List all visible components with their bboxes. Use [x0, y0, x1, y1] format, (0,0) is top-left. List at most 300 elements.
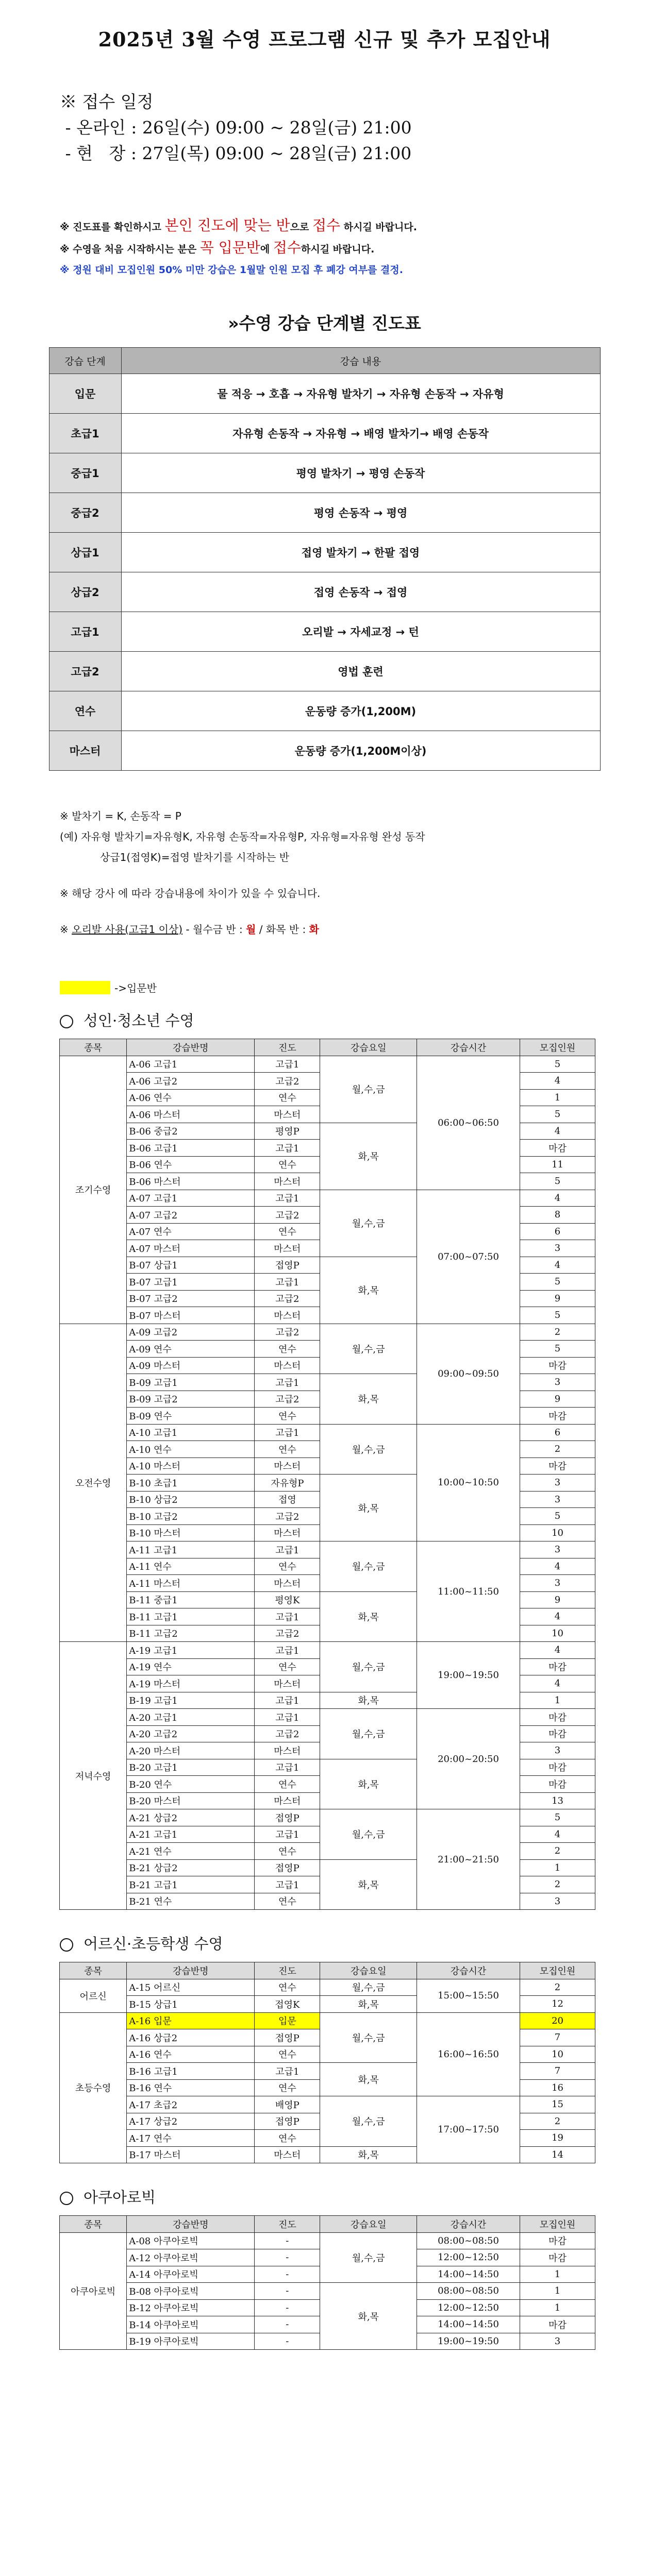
cell-days: 화,목	[320, 2283, 417, 2350]
cell-level: 고급2	[255, 1207, 320, 1224]
cell-level: 마스터	[255, 1357, 320, 1374]
cell-level: 고급1	[255, 1424, 320, 1441]
cell-capacity: 3	[520, 1475, 595, 1492]
cell-capacity: 2	[520, 1441, 595, 1458]
cell-capacity: 4	[520, 1675, 595, 1692]
cell-capacity: 마감	[520, 2249, 595, 2266]
cell-capacity: 마감	[520, 1408, 595, 1425]
cell-capacity: 1	[520, 2299, 595, 2316]
class-table-header	[60, 1039, 595, 1056]
stage-level: 입문	[49, 374, 121, 414]
cell-time: 20:00~20:50	[417, 1709, 520, 1809]
cell-days: 월,수,금	[320, 1056, 417, 1123]
header-cell: 강습반명	[127, 1039, 255, 1056]
stage-level: 고급2	[49, 652, 121, 691]
cell-class-name: A-21 연수	[127, 1843, 255, 1860]
stage-content: 운동량 증가(1,200M이상)	[121, 731, 600, 771]
cell-capacity: 7	[520, 2063, 595, 2080]
schedule-online: - 온라인 : 26일(수) 09:00 ~ 28일(금) 21:00	[60, 117, 412, 138]
cell-days: 화,목	[320, 2146, 417, 2163]
class-table-header	[60, 2216, 595, 2233]
cell-time: 21:00~21:50	[417, 1809, 520, 1910]
stage-table-header	[49, 348, 600, 374]
cell-days: 화,목	[320, 1374, 417, 1425]
cell-capacity: 4	[520, 1257, 595, 1274]
cell-days: 화,목	[320, 1123, 417, 1190]
cell-level: 연수	[255, 1156, 320, 1173]
cell-capacity: 3	[520, 1541, 595, 1558]
cell-capacity: 15	[520, 2096, 595, 2113]
cell-days: 월,수,금	[320, 1541, 417, 1592]
cell-capacity: 20	[520, 2012, 595, 2029]
header-cell: 종목	[60, 1039, 127, 1056]
cell-level: 고급1	[255, 1608, 320, 1625]
cell-level: -	[255, 2232, 320, 2249]
cell-days: 월,수,금	[320, 1642, 417, 1692]
cell-time: 14:00~14:50	[417, 2316, 520, 2333]
cell-class-name: A-09 연수	[127, 1341, 255, 1358]
cell-class-name: A-11 마스터	[127, 1575, 255, 1592]
cell-time: 08:00~08:50	[417, 2283, 520, 2300]
cell-capacity: 3	[520, 1240, 595, 1257]
cell-capacity: 1	[520, 2266, 595, 2283]
cell-time: 09:00~09:50	[417, 1324, 520, 1424]
cell-level: 마스터	[255, 1524, 320, 1541]
circle-icon	[60, 1015, 73, 1028]
cell-class-name: A-19 마스터	[127, 1675, 255, 1692]
header-cell: 강습시간	[417, 1962, 520, 1979]
header-cell: 모집인원	[520, 1039, 595, 1056]
cell-capacity: 3	[520, 2333, 595, 2350]
class-row	[60, 1979, 595, 1996]
class-table	[59, 2215, 595, 2350]
stage-level: 고급1	[49, 612, 121, 652]
cell-class-name: B-20 연수	[127, 1776, 255, 1793]
class-schedules	[0, 1009, 649, 2350]
group-title	[60, 1009, 649, 1030]
cell-level: 고급2	[255, 1725, 320, 1742]
stage-level: 중급2	[49, 493, 121, 533]
cell-time: 12:00~12:50	[417, 2299, 520, 2316]
cell-capacity: 1	[520, 1089, 595, 1106]
cell-class-name: B-10 마스터	[127, 1524, 255, 1541]
cell-level: 평영K	[255, 1591, 320, 1608]
stage-level: 중급1	[49, 453, 121, 493]
cell-time: 19:00~19:50	[417, 1642, 520, 1709]
cell-class-name: A-06 마스터	[127, 1106, 255, 1123]
cell-class-name: A-19 고급1	[127, 1642, 255, 1659]
cell-level: 연수	[255, 2046, 320, 2063]
cell-capacity: 14	[520, 2146, 595, 2163]
cell-capacity: 마감	[520, 1709, 595, 1726]
group-title-text: 성인·청소년 수영	[84, 1012, 194, 1029]
cell-class-name: A-15 어르신	[127, 1979, 255, 1996]
cell-level: 마스터	[255, 1240, 320, 1257]
cell-class-name: A-17 상급2	[127, 2113, 255, 2130]
cell-class-name: B-07 상급1	[127, 1257, 255, 1274]
cell-capacity: 12	[520, 1996, 595, 2013]
cell-capacity: 5	[520, 1056, 595, 1073]
cell-level: 고급1	[255, 1709, 320, 1726]
header-cell: 강습요일	[320, 2216, 417, 2233]
header-cell: 강습시간	[417, 1039, 520, 1056]
cell-level: 연수	[255, 2079, 320, 2096]
stage-header-cell: 강습 단계	[49, 348, 121, 374]
cell-capacity: 1	[520, 1692, 595, 1709]
cell-days: 화,목	[320, 1759, 417, 1809]
cell-capacity: 10	[520, 2046, 595, 2063]
stage-level: 초급1	[49, 414, 121, 453]
cell-class-name: B-20 마스터	[127, 1792, 255, 1809]
stage-row	[49, 374, 600, 414]
cell-class-name: A-20 고급1	[127, 1709, 255, 1726]
cell-capacity: 4	[520, 1558, 595, 1575]
stage-table-title: »수영 강습 단계별 진도표	[228, 313, 421, 333]
cell-class-name: A-06 고급1	[127, 1056, 255, 1073]
cell-time: 17:00~17:50	[417, 2096, 520, 2163]
cell-level: 연수	[255, 1408, 320, 1425]
cell-class-name: A-06 연수	[127, 1089, 255, 1106]
cell-level: 연수	[255, 1776, 320, 1793]
notice-beginner: ※ 수영을 처음 시작하시는 분은 꼭 입문반에 접수하시길 바랍니다.	[60, 239, 375, 256]
cell-days: 월,수,금	[320, 1190, 417, 1257]
stage-level: 마스터	[49, 731, 121, 771]
cell-class-name: A-19 연수	[127, 1658, 255, 1675]
header-cell: 모집인원	[520, 2216, 595, 2233]
cell-class-name: B-06 고급1	[127, 1140, 255, 1157]
cell-capacity: 2	[520, 2113, 595, 2130]
cell-capacity: 11	[520, 1156, 595, 1173]
cell-days: 월,수,금	[320, 1424, 417, 1475]
cell-class-name: B-07 고급1	[127, 1274, 255, 1291]
cell-capacity: 마감	[520, 1725, 595, 1742]
class-row	[60, 1709, 595, 1726]
class-row	[60, 2232, 595, 2249]
cell-class-name: A-17 연수	[127, 2130, 255, 2147]
cell-level: 연수	[255, 1341, 320, 1358]
cell-days: 화,목	[320, 1475, 417, 1541]
cell-capacity: 6	[520, 1223, 595, 1240]
stage-content: 영법 훈련	[121, 652, 600, 691]
class-table	[59, 1039, 595, 1910]
cell-capacity: 1	[520, 1859, 595, 1876]
cell-level: -	[255, 2299, 320, 2316]
cell-level: 연수	[255, 1089, 320, 1106]
cell-level: -	[255, 2316, 320, 2333]
footnote-fins: ※ 오리발 사용(고급1 이상) - 월수금 반 : 월 / 화목 반 : 화	[60, 923, 319, 936]
cell-days: 화,목	[320, 2063, 417, 2096]
class-row	[60, 1424, 595, 1441]
cell-capacity: 2	[520, 1876, 595, 1893]
notice-level: ※ 진도표를 확인하시고 본인 진도에 맞는 반으로 접수 하시길 바랍니다.	[60, 217, 417, 234]
cell-capacity: 9	[520, 1391, 595, 1408]
header-cell: 강습반명	[127, 2216, 255, 2233]
cell-class-name: B-09 연수	[127, 1408, 255, 1425]
class-table-header	[60, 1962, 595, 1979]
cell-level: 접영K	[255, 1996, 320, 2013]
cell-class-name: B-11 중급1	[127, 1591, 255, 1608]
cell-level: 연수	[255, 2130, 320, 2147]
footnote-instructor: ※ 해당 강사 에 따라 강습내용에 차이가 있을 수 있습니다.	[60, 887, 321, 900]
cell-level: 접영	[255, 1491, 320, 1508]
stage-row	[49, 414, 600, 453]
legend-label: ->입문반	[114, 982, 157, 994]
cell-class-name: B-10 고급2	[127, 1508, 255, 1525]
cell-days: 화,목	[320, 1591, 417, 1642]
cell-level: 접영P	[255, 2113, 320, 2130]
cell-level: 고급1	[255, 1642, 320, 1659]
cell-category: 아쿠아로빅	[60, 2232, 127, 2350]
cell-level: 연수	[255, 1843, 320, 1860]
cell-capacity: 마감	[520, 2316, 595, 2333]
cell-class-name: A-21 고급1	[127, 1826, 255, 1843]
cell-capacity: 5	[520, 1173, 595, 1190]
schedule-heading: ※ 접수 일정	[60, 92, 154, 112]
footnote-example: (예) 자유형 발차기=자유형K, 자유형 손동작=자유형P, 자유형=자유형 완성 동작	[60, 831, 425, 843]
cell-capacity: 마감	[520, 1776, 595, 1793]
cell-capacity: 9	[520, 1591, 595, 1608]
cell-class-name: B-08 아쿠아로빅	[127, 2283, 255, 2300]
stage-content: 물 적응 → 호흡 → 자유형 발차기 → 자유형 손동작 → 자유형	[121, 374, 600, 414]
cell-category: 저녁수영	[60, 1642, 127, 1910]
cell-level: 연수	[255, 1441, 320, 1458]
cell-class-name: A-11 고급1	[127, 1541, 255, 1558]
stage-row	[49, 731, 600, 771]
cell-days: 화,목	[320, 1257, 417, 1324]
cell-days: 월,수,금	[320, 2096, 417, 2147]
stage-row	[49, 691, 600, 731]
group-title-text: 어르신·초등학생 수영	[84, 1935, 223, 1953]
header-cell: 진도	[255, 1962, 320, 1979]
cell-level: 마스터	[255, 1307, 320, 1324]
cell-class-name: B-07 마스터	[127, 1307, 255, 1324]
cell-level: 고급1	[255, 1541, 320, 1558]
cell-class-name: B-20 고급1	[127, 1759, 255, 1776]
stage-content: 평영 손동작 → 평영	[121, 493, 600, 533]
stage-header-cell: 강습 내용	[121, 348, 600, 374]
class-row	[60, 1642, 595, 1659]
cell-class-name: B-10 초급1	[127, 1475, 255, 1492]
schedule-onsite: - 현 장 : 27일(목) 09:00 ~ 28일(금) 21:00	[60, 143, 412, 163]
cell-class-name: B-21 고급1	[127, 1876, 255, 1893]
cell-level: 접영P	[255, 1257, 320, 1274]
cell-class-name: B-12 아쿠아로빅	[127, 2299, 255, 2316]
cell-capacity: 마감	[520, 1458, 595, 1475]
header-cell: 진도	[255, 1039, 320, 1056]
cell-capacity: 4	[520, 1190, 595, 1207]
cell-capacity: 10	[520, 1524, 595, 1541]
cell-level: 고급2	[255, 1391, 320, 1408]
cell-level: 접영P	[255, 1859, 320, 1876]
cell-level: 고급1	[255, 1140, 320, 1157]
stage-content: 자유형 손동작 → 자유형 → 배영 발차기→ 배영 손동작	[121, 414, 600, 453]
header-cell: 강습요일	[320, 1962, 417, 1979]
header-cell: 강습반명	[127, 1962, 255, 1979]
cell-capacity: 마감	[520, 1140, 595, 1157]
cell-class-name: A-10 연수	[127, 1441, 255, 1458]
cell-capacity: 마감	[520, 1759, 595, 1776]
stage-content: 평영 발차기 → 평영 손동작	[121, 453, 600, 493]
cell-capacity: 2	[520, 1979, 595, 1996]
cell-level: 마스터	[255, 1742, 320, 1759]
cell-class-name: A-07 고급1	[127, 1190, 255, 1207]
cell-capacity: 10	[520, 1625, 595, 1642]
cell-category: 오전수영	[60, 1324, 127, 1642]
cell-level: 마스터	[255, 1792, 320, 1809]
stage-progress-table	[49, 347, 601, 771]
cell-time: 15:00~15:50	[417, 1979, 520, 2012]
cell-level: 고급1	[255, 1692, 320, 1709]
cell-class-name: B-06 중급2	[127, 1123, 255, 1140]
cell-class-name: A-11 연수	[127, 1558, 255, 1575]
cell-level: -	[255, 2266, 320, 2283]
cell-time: 07:00~07:50	[417, 1190, 520, 1324]
header-cell: 모집인원	[520, 1962, 595, 1979]
cell-class-name: B-09 고급1	[127, 1374, 255, 1391]
cell-capacity: 4	[520, 1608, 595, 1625]
cell-class-name: B-11 고급2	[127, 1625, 255, 1642]
footnote-abbrev: ※ 발차기 = K, 손동작 = P	[60, 810, 181, 822]
class-row	[60, 1541, 595, 1558]
notice-list	[60, 215, 649, 280]
cell-capacity: 5	[520, 1508, 595, 1525]
class-row	[60, 1809, 595, 1826]
cell-class-name: B-07 고급2	[127, 1290, 255, 1307]
cell-level: 고급2	[255, 1508, 320, 1525]
stage-row	[49, 652, 600, 691]
stage-row	[49, 533, 600, 572]
cell-time: 16:00~16:50	[417, 2012, 520, 2096]
notice-cancellation: ※ 정원 대비 모집인원 50% 미만 강습은 1월말 인원 모집 후 폐강 여부를 결정.	[60, 264, 403, 276]
cell-level: 고급2	[255, 1324, 320, 1341]
cell-class-name: A-08 아쿠아로빅	[127, 2232, 255, 2249]
cell-capacity: 1	[520, 2283, 595, 2300]
registration-schedule	[60, 89, 649, 166]
cell-capacity: 5	[520, 1341, 595, 1358]
cell-capacity: 3	[520, 1893, 595, 1910]
cell-capacity: 6	[520, 1424, 595, 1441]
circle-icon	[60, 2192, 73, 2205]
cell-class-name: B-16 고급1	[127, 2063, 255, 2080]
cell-class-name: A-21 상급2	[127, 1809, 255, 1826]
cell-class-name: A-16 상급2	[127, 2029, 255, 2046]
class-row	[60, 2096, 595, 2113]
cell-capacity: 3	[520, 1742, 595, 1759]
cell-capacity: 19	[520, 2130, 595, 2147]
cell-capacity: 7	[520, 2029, 595, 2046]
group-title	[60, 2186, 649, 2207]
cell-time: 19:00~19:50	[417, 2333, 520, 2350]
stage-row	[49, 453, 600, 493]
cell-class-name: A-06 고급2	[127, 1073, 255, 1090]
cell-capacity: 16	[520, 2079, 595, 2096]
class-row	[60, 2283, 595, 2300]
header-cell: 종목	[60, 1962, 127, 1979]
cell-level: 연수	[255, 1979, 320, 1996]
cell-level: -	[255, 2249, 320, 2266]
cell-days: 월,수,금	[320, 1324, 417, 1374]
class-row	[60, 1190, 595, 1207]
class-row	[60, 1324, 595, 1341]
cell-level: -	[255, 2283, 320, 2300]
cell-time: 10:00~10:50	[417, 1424, 520, 1541]
stage-level: 연수	[49, 691, 121, 731]
legend	[60, 980, 649, 995]
cell-level: 마스터	[255, 1675, 320, 1692]
cell-class-name: A-17 초급2	[127, 2096, 255, 2113]
stage-content: 접영 발차기 → 한팔 접영	[121, 533, 600, 572]
cell-level: 고급1	[255, 2063, 320, 2080]
cell-class-name: B-06 마스터	[127, 1173, 255, 1190]
cell-time: 08:00~08:50	[417, 2232, 520, 2249]
cell-class-name: A-14 아쿠아로빅	[127, 2266, 255, 2283]
stage-level: 상급1	[49, 533, 121, 572]
header-cell: 강습시간	[417, 2216, 520, 2233]
cell-class-name: B-21 연수	[127, 1893, 255, 1910]
cell-level: 고급1	[255, 1826, 320, 1843]
cell-capacity: 마감	[520, 1357, 595, 1374]
cell-class-name: A-07 마스터	[127, 1240, 255, 1257]
cell-class-name: A-16 연수	[127, 2046, 255, 2063]
cell-class-name: A-20 마스터	[127, 1742, 255, 1759]
cell-class-name: A-10 마스터	[127, 1458, 255, 1475]
stage-content: 접영 손동작 → 접영	[121, 572, 600, 612]
cell-level: 연수	[255, 1558, 320, 1575]
footnote-example-cont: 상급1(접영K)=접영 발차기를 시작하는 반	[100, 851, 290, 863]
cell-level: 고급1	[255, 1274, 320, 1291]
cell-class-name: B-17 마스터	[127, 2146, 255, 2163]
cell-category: 조기수영	[60, 1056, 127, 1324]
footnotes	[60, 806, 649, 940]
class-table	[59, 1962, 595, 2163]
cell-days: 화,목	[320, 1996, 417, 2013]
class-row	[60, 2012, 595, 2029]
cell-capacity: 13	[520, 1792, 595, 1809]
cell-time: 06:00~06:50	[417, 1056, 520, 1190]
cell-days: 월,수,금	[320, 1979, 417, 1996]
cell-capacity: 2	[520, 1324, 595, 1341]
stage-level: 상급2	[49, 572, 121, 612]
header-cell: 강습요일	[320, 1039, 417, 1056]
cell-time: 14:00~14:50	[417, 2266, 520, 2283]
class-row	[60, 1056, 595, 1073]
cell-capacity: 3	[520, 1491, 595, 1508]
cell-time: 11:00~11:50	[417, 1541, 520, 1642]
cell-class-name: A-07 연수	[127, 1223, 255, 1240]
cell-days: 화,목	[320, 1859, 417, 1910]
cell-class-name: B-15 상급1	[127, 1996, 255, 2013]
cell-capacity: 3	[520, 1374, 595, 1391]
cell-class-name: B-19 고급1	[127, 1692, 255, 1709]
cell-level: 자유형P	[255, 1475, 320, 1492]
cell-level: 마스터	[255, 1106, 320, 1123]
cell-capacity: 5	[520, 1106, 595, 1123]
circle-icon	[60, 1938, 73, 1952]
cell-class-name: A-09 고급2	[127, 1324, 255, 1341]
group-title-text: 아쿠아로빅	[84, 2189, 156, 2206]
cell-level: 마스터	[255, 1458, 320, 1475]
cell-days: 월,수,금	[320, 2232, 417, 2283]
cell-class-name: B-10 상급2	[127, 1491, 255, 1508]
cell-capacity: 3	[520, 1575, 595, 1592]
cell-level: 고급1	[255, 1759, 320, 1776]
cell-level: 연수	[255, 1658, 320, 1675]
cell-level: 고급2	[255, 1625, 320, 1642]
cell-days: 화,목	[320, 1692, 417, 1709]
cell-capacity: 2	[520, 1843, 595, 1860]
cell-class-name: A-12 아쿠아로빅	[127, 2249, 255, 2266]
cell-class-name: B-11 고급1	[127, 1608, 255, 1625]
